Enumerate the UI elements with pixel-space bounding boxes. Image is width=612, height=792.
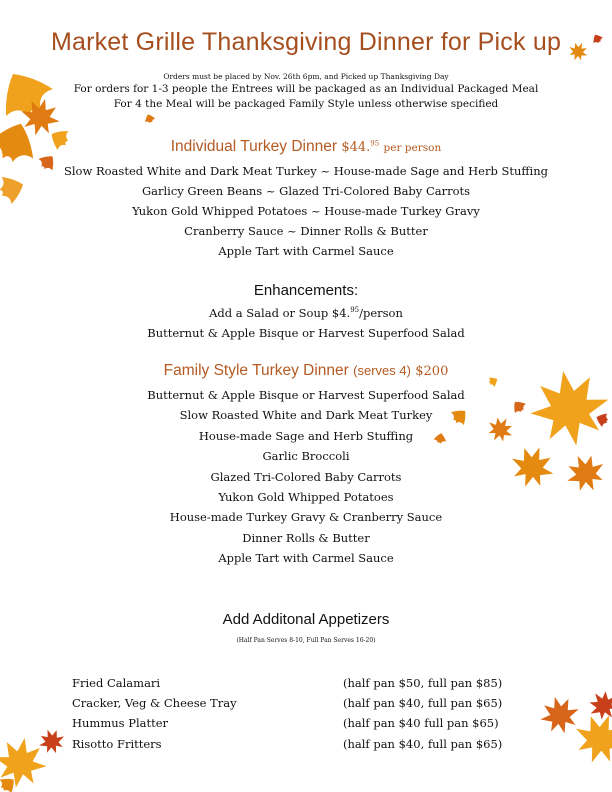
price-cents: 95	[370, 139, 380, 148]
individual-dinner-title: Individual Turkey Dinner	[170, 138, 338, 155]
menu-item: Slow Roasted White and Dark Meat Turkey	[179, 408, 433, 422]
appetizers-heading: Add Additonal Appetizers	[222, 611, 390, 628]
individual-dinner-price-note: per person	[383, 142, 442, 154]
enhancement-suffix: /person	[359, 306, 403, 320]
enhancement-add-salad-soup	[0, 306, 612, 320]
menu-item: Slow Roasted White and Dark Meat Turkey ~ House-made Sage and Herb Stuffing	[64, 164, 548, 178]
appetizer-price: (half pan $40, full pan $65)	[343, 737, 503, 751]
autumn-leaf-icon	[0, 725, 69, 792]
menu-item: House-made Sage and Herb Stuffing	[198, 429, 414, 443]
order-deadline: Orders must be placed by Nov. 26th 6pm, and Picked up Thanksgiving Day	[163, 72, 449, 81]
enhancement-options: Butternut & Apple Bisque or Harvest Superfood Salad	[147, 326, 465, 340]
family-dinner-heading	[0, 362, 612, 380]
menu-item: House-made Turkey Gravy & Cranberry Sauce	[169, 510, 443, 524]
appetizer-price: (half pan $50, full pan $85)	[343, 676, 503, 690]
page-title: Market Grille Thanksgiving Dinner for Pick up	[50, 28, 562, 56]
enhancement-prefix: Add a Salad or Soup $4.	[209, 306, 351, 320]
menu-item: Garlicy Green Beans ~ Glazed Tri-Colored Baby Carrots	[141, 184, 471, 198]
family-dinner-price: $200	[415, 364, 449, 379]
appetizer-price: (half pan $40 full pan $65)	[343, 716, 499, 730]
menu-item: Yukon Gold Whipped Potatoes ~ House-made Turkey Gravy	[132, 204, 480, 218]
menu-item: Butternut & Apple Bisque or Harvest Superfood Salad	[147, 388, 465, 402]
menu-item: Garlic Broccoli	[262, 449, 350, 463]
enhancement-cents: 95	[350, 306, 360, 315]
appetizer-name: Hummus Platter	[72, 716, 169, 730]
family-dinner-title: Family Style Turkey Dinner	[163, 362, 349, 379]
menu-item: Dinner Rolls & Butter	[242, 531, 370, 545]
appetizer-name: Risotto Fritters	[72, 737, 162, 751]
menu-item: Yukon Gold Whipped Potatoes	[218, 490, 394, 504]
appetizer-name: Cracker, Veg & Cheese Tray	[72, 696, 237, 710]
price-dollars: $44.	[341, 140, 371, 155]
family-packaging-note: For 4 the Meal will be packaged Family Style unless otherwise specified	[113, 98, 499, 110]
menu-item: Glazed Tri-Colored Baby Carrots	[210, 470, 402, 484]
menu-item: Cranberry Sauce ~ Dinner Rolls & Butter	[184, 224, 428, 238]
family-dinner-serves: (serves 4)	[353, 363, 411, 378]
enhancements-heading: Enhancements:	[253, 282, 359, 299]
individual-dinner-price	[341, 140, 379, 155]
appetizers-serving-note: (Half Pan Serves 8-10, Full Pan Serves 16-20)	[236, 637, 376, 644]
menu-item: Apple Tart with Carmel Sauce	[218, 244, 394, 258]
appetizer-name: Fried Calamari	[72, 676, 161, 690]
autumn-leaf-icon	[536, 685, 612, 772]
appetizer-price: (half pan $40, full pan $65)	[343, 696, 503, 710]
menu-item: Apple Tart with Carmel Sauce	[218, 551, 394, 565]
individual-packaging-note: For orders for 1-3 people the Entrees will be packaged as an Individual Packaged Meal	[73, 83, 539, 95]
individual-dinner-heading	[0, 138, 612, 156]
